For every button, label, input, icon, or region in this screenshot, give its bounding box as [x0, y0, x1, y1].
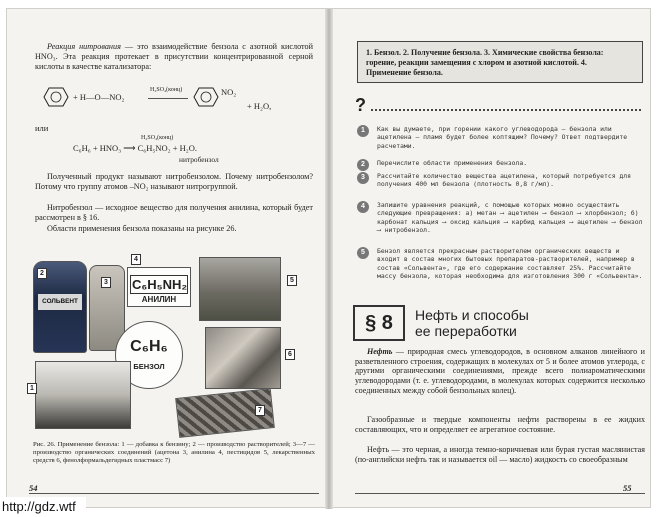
or-word: или — [35, 123, 49, 133]
question-5 — [357, 247, 645, 295]
callout-6: 6 — [285, 349, 295, 360]
oil-state-paragraph: Газообразные и твердые компоненты нефти растворены в ее жидких составляющих, что и определяет ее агрегатное состояние. — [355, 415, 645, 434]
question-3-text: Рассчитайте количество вещества ацетилена, который потребуется для получения 400 мл бензола (плотность 0,8 г/мл). — [377, 172, 631, 189]
question-3 — [357, 172, 645, 202]
nitration-term: Реакция нитрования — [47, 42, 121, 51]
oil-definition: — природная смесь углеводородов, в основном алканов линейного и разветвленного строения, содержащих в молекулах от 5 и более атомов углерода, с другими органическими соединениями, прежде всего полиароматическими углеводородами (т. е. углеводородами, в молекулах которых содержится несколько соединенных между собой бензольных колец). — [355, 347, 645, 395]
reaction1-water: + H₂O, — [247, 101, 272, 111]
question-mark-icon: ? — [355, 95, 366, 115]
nitrobenzene-ring-icon — [193, 87, 219, 107]
solvent-label: СОЛЬВЕНТ — [38, 294, 82, 310]
reaction1-reagents: + H—O—NO₂ — [73, 92, 125, 102]
book-gutter — [325, 9, 333, 509]
question-1-number: 1 — [357, 125, 369, 137]
nitrobenzene-paragraph: Полученный продукт называют нитробензолом. Почему нитробензолом? Потому что группу атомов –NO₂ называют нитрогруппой. — [35, 172, 313, 191]
section-title-line-1: Нефть и способы — [415, 307, 529, 323]
callout-3: 3 — [101, 277, 111, 288]
benzene-name: БЕНЗОЛ — [133, 362, 165, 371]
question-2-text: Перечислите области применения бензола. — [377, 159, 528, 167]
callout-7: 7 — [255, 405, 265, 416]
aniline-formula-card — [127, 267, 191, 307]
applications-paragraph: Области применения бензола показаны на рисунке 26. — [47, 224, 237, 233]
left-page-number: 54 — [29, 483, 38, 493]
question-2-number: 2 — [357, 159, 369, 171]
question-4-number: 4 — [357, 201, 369, 213]
left-footer-rule — [29, 493, 319, 494]
right-footer-rule — [355, 493, 645, 494]
benzene-formula: C₆H₆ — [130, 338, 168, 355]
question-4 — [357, 201, 645, 247]
reaction2-catalyst: H₂SO₄(конц) — [141, 135, 174, 141]
nitration-definition: — это взаимодействие бензола с азотной кислотой HNO₃. Эта реакция протекает в присутствии концентрированной серной кислоты в качестве катализатора: — [35, 42, 313, 71]
question-4-text: Запишите уравнения реакций, с помощью которых можно осуществить следующие превращения: а) метан ⟶ ацетилен ⟶ бензол ⟶ хлорбензол; б) карбонат кальция ⟶ оксид кальция ⟶ карбид кальция ⟶ ацетилен ⟶ бензол ⟶ нитробензол. — [377, 201, 643, 235]
aniline-paragraph: Нитробензол — исходное вещество для получения анилина, который будет рассмотрен в § 16. — [35, 203, 313, 222]
reaction2-product-name: нитробензол — [179, 155, 219, 164]
reaction1-catalyst: H₂SO₄(конц) — [150, 87, 183, 93]
oil-description-paragraph: Нефть — это черная, а иногда темно-коричневая или бурая густая маслянистая (по-английски нефть так и называется oil — масло) жидкость со своеобразным — [355, 445, 645, 464]
gas-station-photo — [35, 361, 131, 429]
callout-4: 4 — [131, 254, 141, 265]
right-page-number: 55 — [623, 483, 632, 493]
oil-term: Нефть — [367, 347, 393, 356]
crop-spraying-photo — [199, 257, 281, 321]
section-number: § 8 — [353, 305, 405, 341]
nitration-paragraph — [35, 42, 313, 72]
aniline-formula: C₆H₅NH₂ — [132, 277, 188, 292]
questions-divider — [371, 109, 641, 111]
right-page — [333, 9, 652, 509]
book-spread — [6, 8, 651, 508]
reaction1-arrow — [148, 98, 188, 99]
reaction2-equation: C₆H₆ + HNO₃ ⟶ C₆H₅NO₂ + H₂O. — [73, 143, 197, 153]
section-title-line-2: ее переработки — [415, 323, 517, 339]
benzene-ring-icon — [43, 87, 69, 107]
callout-5: 5 — [287, 275, 297, 286]
summary-box: 1. Бензол. 2. Получение бензола. 3. Химические свойства бензола: горение, реакции замещения с хлором и азотной кислотой. 4. Применение бензола. — [357, 41, 643, 83]
section-title — [415, 307, 529, 339]
question-1 — [357, 125, 645, 159]
oil-definition-paragraph — [355, 347, 645, 396]
watermark-link[interactable]: http://gdz.wtf — [0, 497, 86, 517]
figure-caption: Рис. 26. Применение бензола: 1 — добавка к бензину; 2 — производство растворителей; 3—7 — производство органических соединений (ацетона 3, анилина 4, пестицидов 5, лекарственных средств 6, фенолформальдегидных пластмасс 7) — [33, 441, 315, 465]
aniline-name: АНИЛИН — [141, 295, 177, 304]
medicine-pills-photo — [205, 327, 281, 389]
callout-2: 2 — [37, 268, 47, 279]
left-page — [7, 9, 325, 509]
callout-1: 1 — [27, 383, 37, 394]
question-1-text: Как вы думаете, при горении какого углеводорода — бензола или ацетилена — пламя будет более коптящим? Почему? Ответ подтвердите расчетами. — [377, 125, 628, 150]
nitro-group-label: NO₂ — [221, 87, 237, 97]
question-2 — [357, 159, 645, 173]
question-5-text: Бензол является прекрасным растворителем органических веществ и входит в состав многих бытовых препаратов-растворителей, например в состав «Сольвента», где его содержание составляет 25%. Рассчитайте массу бензола, которая необходима для изготовления 300 г «Сольвента». — [377, 247, 643, 281]
question-5-number: 5 — [357, 247, 369, 259]
question-3-number: 3 — [357, 172, 369, 184]
